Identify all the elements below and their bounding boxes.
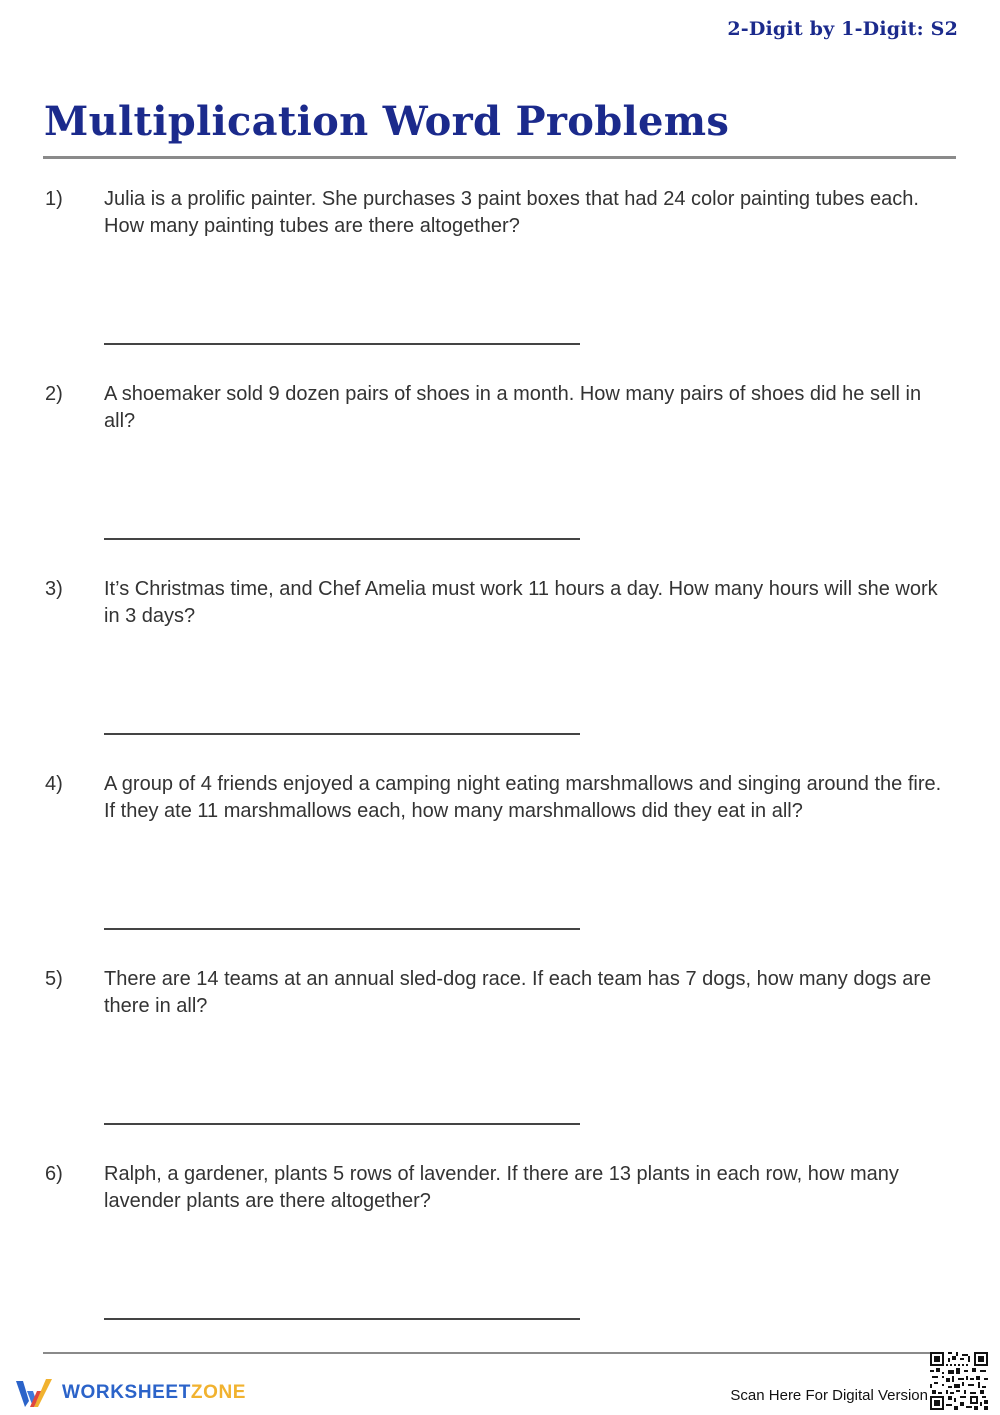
- problem-text: A shoemaker sold 9 dozen pairs of shoes in a month. How many pairs of shoes did he sell in all?: [104, 383, 922, 432]
- brand-name: [62, 1382, 246, 1404]
- answer-line: [104, 1318, 580, 1320]
- footer-divider: [43, 1352, 956, 1354]
- problem-text: A group of 4 friends enjoyed a camping night eating marshmallows and singing around the fire. If they ate 11 marshmallows each, how many marshmallows did they eat in all?: [104, 773, 942, 822]
- answer-line: [104, 538, 580, 540]
- problem-number: 4): [45, 773, 63, 795]
- answer-line: [104, 1123, 580, 1125]
- scan-label: Scan Here For Digital Version: [730, 1387, 928, 1404]
- problem-number: 5): [45, 968, 63, 990]
- problem-text: There are 14 teams at an annual sled-dog race. If each team has 7 dogs, how many dogs are there in all?: [104, 968, 932, 1017]
- brand-name-part1: WORKSHEET: [62, 1382, 191, 1403]
- answer-line: [104, 928, 580, 930]
- worksheetzone-w-logo-icon: [14, 1377, 56, 1409]
- answer-line: [104, 733, 580, 735]
- level-tag: 2-Digit by 1-Digit: S2: [727, 18, 958, 40]
- page-title: Multiplication Word Problems: [44, 98, 730, 145]
- problem-item: [0, 771, 1000, 966]
- problem-item: [0, 576, 1000, 771]
- problem-text: Ralph, a gardener, plants 5 rows of lavender. If there are 13 plants in each row, how many lavender plants are there altogether?: [104, 1163, 899, 1212]
- problem-list: [0, 186, 1000, 1356]
- problem-text: It’s Christmas time, and Chef Amelia must work 11 hours a day. How many hours will she work in 3 days?: [104, 578, 938, 627]
- answer-line: [104, 343, 580, 345]
- problem-item: [0, 381, 1000, 576]
- problem-number: 3): [45, 578, 63, 600]
- problem-item: [0, 186, 1000, 381]
- brand-logo[interactable]: [14, 1375, 246, 1411]
- problem-number: 1): [45, 188, 63, 210]
- problem-text: Julia is a prolific painter. She purchases 3 paint boxes that had 24 color painting tubes each. How many painting tubes are there altogether?: [104, 188, 919, 237]
- brand-name-part2: ZONE: [190, 1382, 247, 1403]
- problem-item: [0, 966, 1000, 1161]
- problem-number: 6): [45, 1163, 63, 1185]
- qr-code-icon[interactable]: [930, 1352, 988, 1410]
- problem-number: 2): [45, 383, 63, 405]
- header-divider: [43, 156, 956, 159]
- problem-item: [0, 1161, 1000, 1356]
